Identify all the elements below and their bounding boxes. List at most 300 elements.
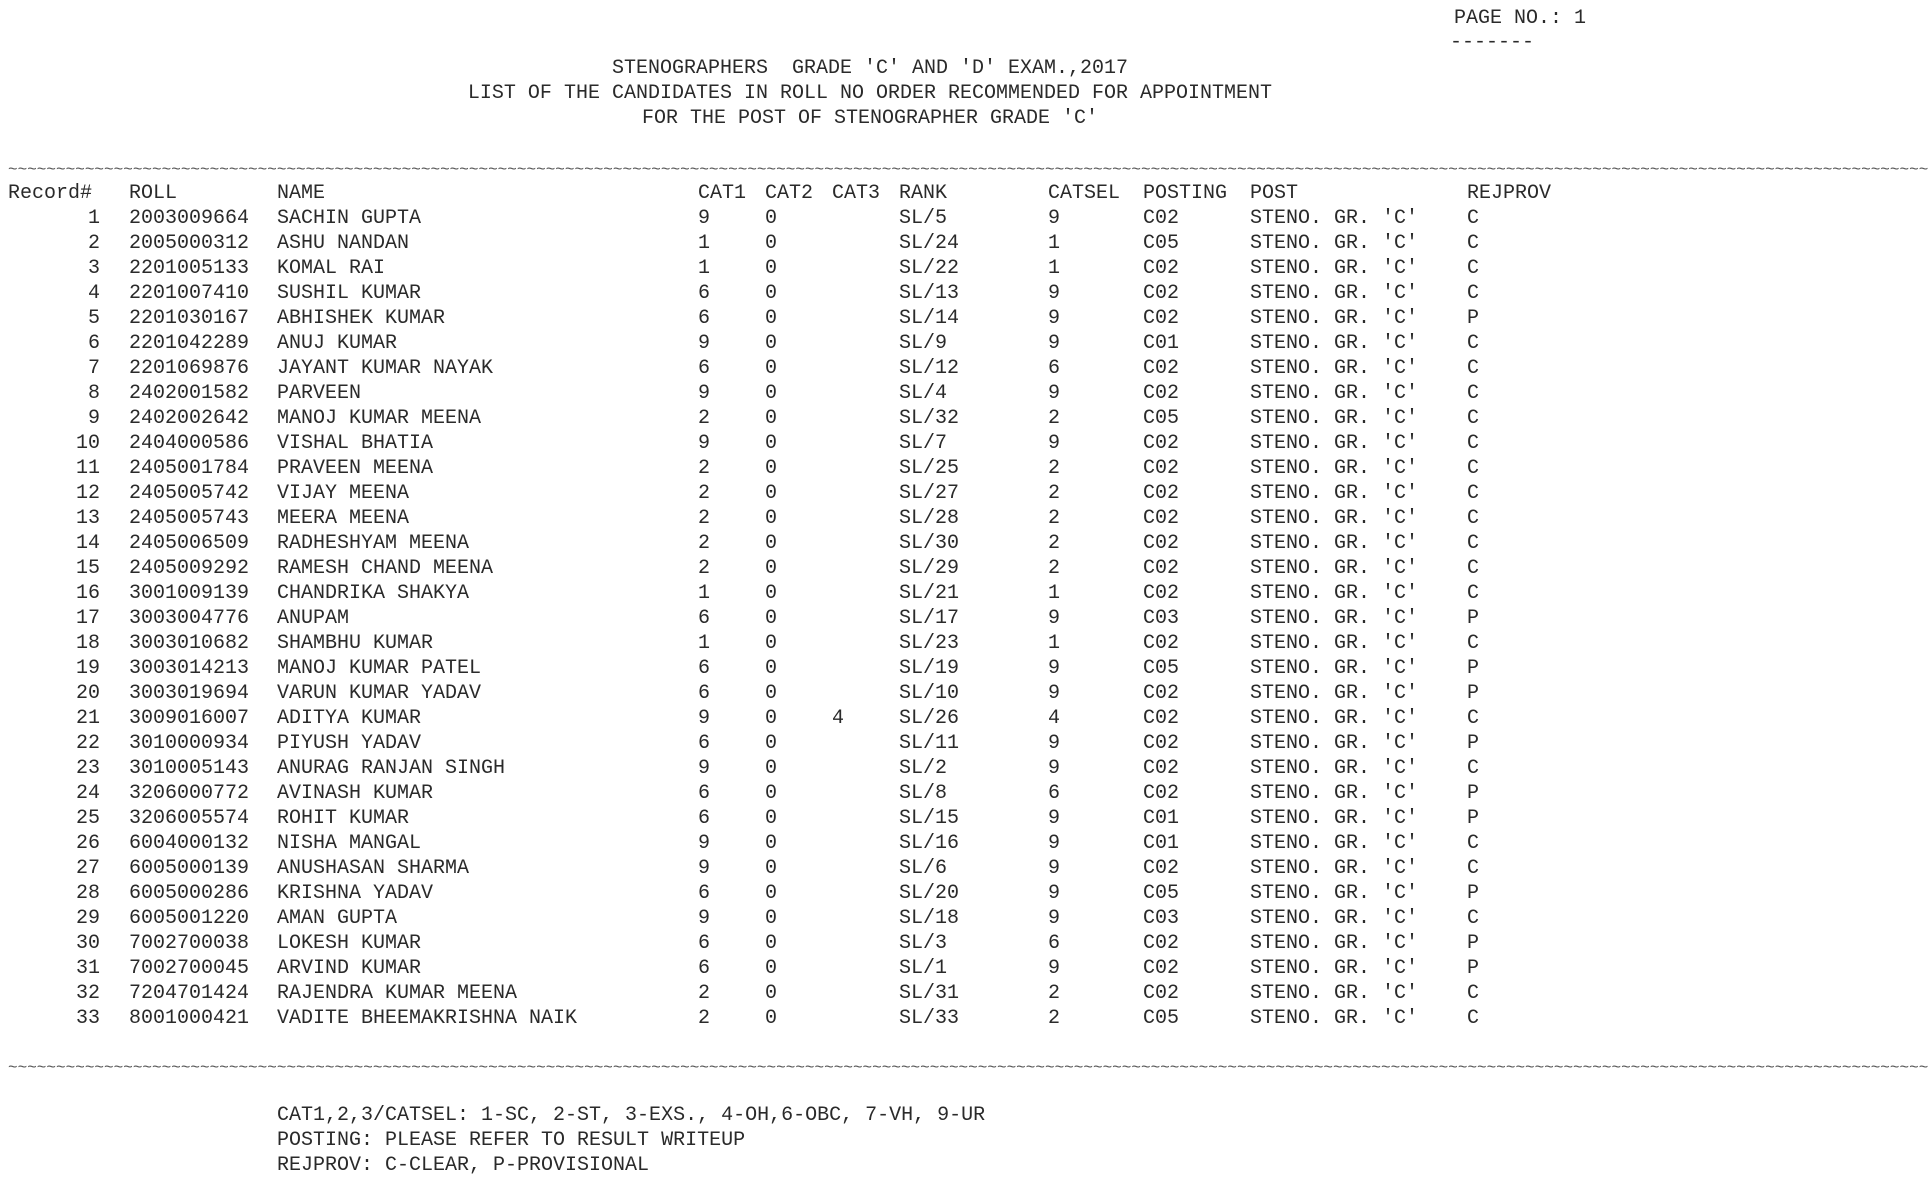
cell-roll: 2201030167 bbox=[129, 307, 250, 330]
table-row bbox=[0, 456, 1600, 481]
cell-roll: 7204701424 bbox=[129, 982, 250, 1005]
cell-cat2: 0 bbox=[765, 532, 778, 555]
cell-rejprov: C bbox=[1467, 282, 1480, 305]
cell-name: VADITE BHEEMAKRISHNA NAIK bbox=[277, 1007, 578, 1030]
cell-roll: 7002700038 bbox=[129, 932, 250, 955]
cell-name: KRISHNA YADAV bbox=[277, 882, 434, 905]
cell-record: 32 bbox=[75, 982, 100, 1005]
table-row bbox=[0, 331, 1600, 356]
cell-record: 27 bbox=[75, 857, 100, 880]
cell-roll: 2405009292 bbox=[129, 557, 250, 580]
cell-cat1: 6 bbox=[698, 782, 711, 805]
cell-name: ANURAG RANJAN SINGH bbox=[277, 757, 506, 780]
table-row bbox=[0, 356, 1600, 381]
cell-catsel: 2 bbox=[1048, 507, 1061, 530]
table-row bbox=[0, 306, 1600, 331]
cell-rank: SL/17 bbox=[899, 607, 960, 630]
cell-posting: C02 bbox=[1143, 382, 1180, 405]
cell-cat1: 9 bbox=[698, 332, 711, 355]
header-record: Record# bbox=[8, 182, 93, 205]
cell-rejprov: C bbox=[1467, 207, 1480, 230]
cell-name: LOKESH KUMAR bbox=[277, 932, 422, 955]
cell-record: 14 bbox=[75, 532, 100, 555]
cell-cat2: 0 bbox=[765, 907, 778, 930]
table-row bbox=[0, 606, 1600, 631]
table-row bbox=[0, 631, 1600, 656]
cell-cat1: 2 bbox=[698, 982, 711, 1005]
cell-rank: SL/29 bbox=[899, 557, 960, 580]
cell-posting: C05 bbox=[1143, 407, 1180, 430]
cell-name: KOMAL RAI bbox=[277, 257, 386, 280]
cell-posting: C02 bbox=[1143, 482, 1180, 505]
cell-rank: SL/23 bbox=[899, 632, 960, 655]
cell-catsel: 9 bbox=[1048, 307, 1061, 330]
header-roll: ROLL bbox=[129, 182, 178, 205]
cell-rank: SL/2 bbox=[899, 757, 948, 780]
cell-roll: 3003014213 bbox=[129, 657, 250, 680]
table-row bbox=[0, 231, 1600, 256]
cell-rank: SL/1 bbox=[899, 957, 948, 980]
cell-cat1: 6 bbox=[698, 732, 711, 755]
cell-posting: C02 bbox=[1143, 982, 1180, 1005]
cell-cat1: 9 bbox=[698, 382, 711, 405]
header-rejprov: REJPROV bbox=[1467, 182, 1552, 205]
cell-roll: 3003019694 bbox=[129, 682, 250, 705]
cell-roll: 2402001582 bbox=[129, 382, 250, 405]
cell-cat2: 0 bbox=[765, 982, 778, 1005]
table-row bbox=[0, 906, 1600, 931]
cell-rank: SL/25 bbox=[899, 457, 960, 480]
cell-rejprov: P bbox=[1467, 607, 1480, 630]
cell-post: STENO. GR. 'C' bbox=[1250, 432, 1419, 455]
cell-post: STENO. GR. 'C' bbox=[1250, 732, 1419, 755]
header-cat1: CAT1 bbox=[698, 182, 747, 205]
cell-record: 3 bbox=[87, 257, 100, 280]
cell-name: PIYUSH YADAV bbox=[277, 732, 422, 755]
cell-cat2: 0 bbox=[765, 857, 778, 880]
table-row bbox=[0, 556, 1600, 581]
table-row bbox=[0, 256, 1600, 281]
cell-rejprov: P bbox=[1467, 807, 1480, 830]
cell-rank: SL/26 bbox=[899, 707, 960, 730]
cell-rejprov: C bbox=[1467, 632, 1480, 655]
cell-catsel: 9 bbox=[1048, 757, 1061, 780]
table-row bbox=[0, 756, 1600, 781]
cell-posting: C02 bbox=[1143, 782, 1180, 805]
cell-rank: SL/16 bbox=[899, 832, 960, 855]
cell-catsel: 9 bbox=[1048, 957, 1061, 980]
cell-rank: SL/7 bbox=[899, 432, 948, 455]
cell-post: STENO. GR. 'C' bbox=[1250, 1007, 1419, 1030]
table-row bbox=[0, 531, 1600, 556]
cell-rejprov: C bbox=[1467, 1007, 1480, 1030]
cell-record: 18 bbox=[75, 632, 100, 655]
cell-post: STENO. GR. 'C' bbox=[1250, 907, 1419, 930]
cell-record: 19 bbox=[75, 657, 100, 680]
table-row bbox=[0, 831, 1600, 856]
table-header bbox=[0, 181, 1600, 206]
cell-rank: SL/6 bbox=[899, 857, 948, 880]
cell-catsel: 1 bbox=[1048, 632, 1061, 655]
cell-cat1: 6 bbox=[698, 357, 711, 380]
cell-cat2: 0 bbox=[765, 582, 778, 605]
cell-rank: SL/9 bbox=[899, 332, 948, 355]
cell-post: STENO. GR. 'C' bbox=[1250, 507, 1419, 530]
cell-roll: 2404000586 bbox=[129, 432, 250, 455]
cell-post: STENO. GR. 'C' bbox=[1250, 957, 1419, 980]
cell-rank: SL/28 bbox=[899, 507, 960, 530]
cell-roll: 3003010682 bbox=[129, 632, 250, 655]
cell-catsel: 4 bbox=[1048, 707, 1061, 730]
cell-record: 4 bbox=[87, 282, 100, 305]
top-divider: ~~~~~~~~~~~~~~~~~~~~~~~~~~~~~~~~~~~~~~~~~~~~~~~~~~~~~~~~~~~~~~~~~~~~~~~~~~~~~~~~~~~~~~~~~~~~~~~~~~~~~~~~~~~~~~~~~~~~~~~~~~~~~~~~~~~~~~~~~~~~~~~~~~~~~~~~~~~~~~~~~~~~~~~~~~~~~~~~~~~~~~~~~~~~~~~~~~~~~~~~ bbox=[8, 161, 1928, 179]
cell-catsel: 9 bbox=[1048, 332, 1061, 355]
cell-roll: 2201042289 bbox=[129, 332, 250, 355]
cell-name: MEERA MEENA bbox=[277, 507, 410, 530]
cell-rank: SL/24 bbox=[899, 232, 960, 255]
cell-rejprov: C bbox=[1467, 457, 1480, 480]
cell-cat1: 9 bbox=[698, 832, 711, 855]
cell-cat3: 4 bbox=[832, 707, 845, 730]
cell-record: 6 bbox=[87, 332, 100, 355]
cell-cat2: 0 bbox=[765, 882, 778, 905]
cell-rank: SL/27 bbox=[899, 482, 960, 505]
footnote-rejprov-legend: REJPROV: C-CLEAR, P-PROVISIONAL bbox=[277, 1154, 650, 1177]
cell-rejprov: P bbox=[1467, 657, 1480, 680]
cell-roll: 2005000312 bbox=[129, 232, 250, 255]
cell-record: 20 bbox=[75, 682, 100, 705]
cell-catsel: 9 bbox=[1048, 282, 1061, 305]
cell-rank: SL/4 bbox=[899, 382, 948, 405]
cell-roll: 3206000772 bbox=[129, 782, 250, 805]
cell-posting: C02 bbox=[1143, 357, 1180, 380]
table-row bbox=[0, 281, 1600, 306]
cell-catsel: 1 bbox=[1048, 232, 1061, 255]
cell-posting: C02 bbox=[1143, 282, 1180, 305]
cell-cat1: 1 bbox=[698, 632, 711, 655]
cell-post: STENO. GR. 'C' bbox=[1250, 257, 1419, 280]
cell-post: STENO. GR. 'C' bbox=[1250, 757, 1419, 780]
cell-name: RADHESHYAM MEENA bbox=[277, 532, 470, 555]
cell-cat1: 6 bbox=[698, 807, 711, 830]
cell-record: 13 bbox=[75, 507, 100, 530]
cell-record: 8 bbox=[87, 382, 100, 405]
cell-rank: SL/15 bbox=[899, 807, 960, 830]
cell-cat2: 0 bbox=[765, 482, 778, 505]
cell-record: 30 bbox=[75, 932, 100, 955]
cell-name: ROHIT KUMAR bbox=[277, 807, 410, 830]
cell-name: VARUN KUMAR YADAV bbox=[277, 682, 482, 705]
cell-cat2: 0 bbox=[765, 1007, 778, 1030]
cell-rejprov: P bbox=[1467, 307, 1480, 330]
cell-rejprov: C bbox=[1467, 482, 1480, 505]
cell-cat2: 0 bbox=[765, 732, 778, 755]
cell-rank: SL/12 bbox=[899, 357, 960, 380]
table-row bbox=[0, 381, 1600, 406]
cell-cat2: 0 bbox=[765, 782, 778, 805]
cell-catsel: 1 bbox=[1048, 582, 1061, 605]
cell-record: 31 bbox=[75, 957, 100, 980]
cell-cat1: 6 bbox=[698, 282, 711, 305]
cell-post: STENO. GR. 'C' bbox=[1250, 857, 1419, 880]
table-row bbox=[0, 931, 1600, 956]
cell-roll: 6005000139 bbox=[129, 857, 250, 880]
cell-rejprov: P bbox=[1467, 732, 1480, 755]
cell-cat1: 6 bbox=[698, 682, 711, 705]
cell-roll: 3010005143 bbox=[129, 757, 250, 780]
cell-record: 1 bbox=[87, 207, 100, 230]
cell-posting: C02 bbox=[1143, 307, 1180, 330]
cell-name: JAYANT KUMAR NAYAK bbox=[277, 357, 494, 380]
cell-catsel: 9 bbox=[1048, 832, 1061, 855]
cell-name: PARVEEN bbox=[277, 382, 362, 405]
cell-cat2: 0 bbox=[765, 557, 778, 580]
cell-posting: C05 bbox=[1143, 1007, 1180, 1030]
cell-rank: SL/14 bbox=[899, 307, 960, 330]
cell-name: ARVIND KUMAR bbox=[277, 957, 422, 980]
cell-post: STENO. GR. 'C' bbox=[1250, 232, 1419, 255]
list-title: LIST OF THE CANDIDATES IN ROLL NO ORDER RECOMMENDED FOR APPOINTMENT bbox=[467, 82, 1273, 105]
cell-record: 22 bbox=[75, 732, 100, 755]
cell-catsel: 2 bbox=[1048, 982, 1061, 1005]
cell-cat2: 0 bbox=[765, 632, 778, 655]
cell-posting: C02 bbox=[1143, 432, 1180, 455]
cell-rejprov: C bbox=[1467, 557, 1480, 580]
cell-record: 9 bbox=[87, 407, 100, 430]
header-rank: RANK bbox=[899, 182, 948, 205]
cell-cat1: 9 bbox=[698, 707, 711, 730]
cell-posting: C02 bbox=[1143, 507, 1180, 530]
cell-roll: 2402002642 bbox=[129, 407, 250, 430]
cell-catsel: 2 bbox=[1048, 557, 1061, 580]
table-row bbox=[0, 956, 1600, 981]
cell-cat2: 0 bbox=[765, 682, 778, 705]
cell-record: 11 bbox=[75, 457, 100, 480]
cell-roll: 3003004776 bbox=[129, 607, 250, 630]
cell-cat1: 2 bbox=[698, 482, 711, 505]
cell-post: STENO. GR. 'C' bbox=[1250, 332, 1419, 355]
cell-cat1: 9 bbox=[698, 207, 711, 230]
cell-name: ADITYA KUMAR bbox=[277, 707, 422, 730]
cell-catsel: 9 bbox=[1048, 857, 1061, 880]
cell-rank: SL/8 bbox=[899, 782, 948, 805]
footnote-category-legend: CAT1,2,3/CATSEL: 1-SC, 2-ST, 3-EXS., 4-OH,6-OBC, 7-VH, 9-UR bbox=[277, 1104, 986, 1127]
cell-rank: SL/19 bbox=[899, 657, 960, 680]
cell-cat1: 9 bbox=[698, 757, 711, 780]
cell-post: STENO. GR. 'C' bbox=[1250, 357, 1419, 380]
cell-rejprov: C bbox=[1467, 982, 1480, 1005]
header-cat3: CAT3 bbox=[832, 182, 881, 205]
cell-posting: C02 bbox=[1143, 207, 1180, 230]
header-catsel: CATSEL bbox=[1048, 182, 1121, 205]
cell-post: STENO. GR. 'C' bbox=[1250, 557, 1419, 580]
cell-roll: 7002700045 bbox=[129, 957, 250, 980]
cell-cat1: 2 bbox=[698, 507, 711, 530]
cell-post: STENO. GR. 'C' bbox=[1250, 807, 1419, 830]
cell-catsel: 9 bbox=[1048, 732, 1061, 755]
cell-rejprov: C bbox=[1467, 907, 1480, 930]
table-row bbox=[0, 431, 1600, 456]
table-row bbox=[0, 506, 1600, 531]
cell-catsel: 1 bbox=[1048, 257, 1061, 280]
table-row bbox=[0, 856, 1600, 881]
cell-posting: C02 bbox=[1143, 707, 1180, 730]
cell-post: STENO. GR. 'C' bbox=[1250, 682, 1419, 705]
cell-name: SACHIN GUPTA bbox=[277, 207, 422, 230]
cell-record: 25 bbox=[75, 807, 100, 830]
cell-name: ANUJ KUMAR bbox=[277, 332, 398, 355]
cell-catsel: 9 bbox=[1048, 657, 1061, 680]
cell-roll: 3010000934 bbox=[129, 732, 250, 755]
cell-rejprov: C bbox=[1467, 582, 1480, 605]
cell-roll: 2201069876 bbox=[129, 357, 250, 380]
cell-cat2: 0 bbox=[765, 807, 778, 830]
cell-roll: 2405005743 bbox=[129, 507, 250, 530]
header-cat2: CAT2 bbox=[765, 182, 814, 205]
cell-name: ASHU NANDAN bbox=[277, 232, 410, 255]
cell-roll: 3009016007 bbox=[129, 707, 250, 730]
cell-post: STENO. GR. 'C' bbox=[1250, 482, 1419, 505]
cell-record: 24 bbox=[75, 782, 100, 805]
cell-post: STENO. GR. 'C' bbox=[1250, 282, 1419, 305]
cell-catsel: 2 bbox=[1048, 1007, 1061, 1030]
cell-posting: C02 bbox=[1143, 682, 1180, 705]
cell-post: STENO. GR. 'C' bbox=[1250, 532, 1419, 555]
table-row bbox=[0, 806, 1600, 831]
cell-post: STENO. GR. 'C' bbox=[1250, 882, 1419, 905]
cell-posting: C02 bbox=[1143, 732, 1180, 755]
cell-rank: SL/10 bbox=[899, 682, 960, 705]
cell-cat1: 2 bbox=[698, 407, 711, 430]
cell-name: PRAVEEN MEENA bbox=[277, 457, 434, 480]
cell-post: STENO. GR. 'C' bbox=[1250, 982, 1419, 1005]
cell-cat1: 2 bbox=[698, 557, 711, 580]
cell-record: 28 bbox=[75, 882, 100, 905]
cell-post: STENO. GR. 'C' bbox=[1250, 407, 1419, 430]
cell-post: STENO. GR. 'C' bbox=[1250, 632, 1419, 655]
cell-post: STENO. GR. 'C' bbox=[1250, 382, 1419, 405]
cell-roll: 2405006509 bbox=[129, 532, 250, 555]
table-row bbox=[0, 706, 1600, 731]
cell-name: VISHAL BHATIA bbox=[277, 432, 434, 455]
cell-name: RAMESH CHAND MEENA bbox=[277, 557, 494, 580]
cell-catsel: 9 bbox=[1048, 907, 1061, 930]
cell-cat1: 2 bbox=[698, 1007, 711, 1030]
cell-posting: C02 bbox=[1143, 932, 1180, 955]
cell-post: STENO. GR. 'C' bbox=[1250, 657, 1419, 680]
cell-cat1: 9 bbox=[698, 857, 711, 880]
cell-record: 23 bbox=[75, 757, 100, 780]
table-row bbox=[0, 881, 1600, 906]
cell-cat1: 6 bbox=[698, 932, 711, 955]
cell-rejprov: C bbox=[1467, 382, 1480, 405]
cell-cat2: 0 bbox=[765, 707, 778, 730]
cell-posting: C02 bbox=[1143, 457, 1180, 480]
cell-name: SHAMBHU KUMAR bbox=[277, 632, 434, 655]
cell-rank: SL/22 bbox=[899, 257, 960, 280]
cell-cat1: 6 bbox=[698, 607, 711, 630]
cell-posting: C01 bbox=[1143, 807, 1180, 830]
cell-cat1: 1 bbox=[698, 257, 711, 280]
cell-rank: SL/31 bbox=[899, 982, 960, 1005]
cell-record: 10 bbox=[75, 432, 100, 455]
cell-posting: C01 bbox=[1143, 832, 1180, 855]
cell-name: NISHA MANGAL bbox=[277, 832, 422, 855]
cell-cat2: 0 bbox=[765, 832, 778, 855]
cell-cat1: 9 bbox=[698, 907, 711, 930]
cell-post: STENO. GR. 'C' bbox=[1250, 932, 1419, 955]
cell-posting: C05 bbox=[1143, 657, 1180, 680]
cell-post: STENO. GR. 'C' bbox=[1250, 782, 1419, 805]
cell-posting: C02 bbox=[1143, 857, 1180, 880]
cell-posting: C03 bbox=[1143, 907, 1180, 930]
cell-record: 7 bbox=[87, 357, 100, 380]
cell-rejprov: C bbox=[1467, 832, 1480, 855]
cell-catsel: 2 bbox=[1048, 457, 1061, 480]
table-row bbox=[0, 1006, 1600, 1031]
cell-posting: C02 bbox=[1143, 757, 1180, 780]
table-row bbox=[0, 406, 1600, 431]
table-row bbox=[0, 206, 1600, 231]
cell-cat1: 6 bbox=[698, 657, 711, 680]
header-post: POST bbox=[1250, 182, 1299, 205]
cell-rank: SL/13 bbox=[899, 282, 960, 305]
cell-roll: 6005000286 bbox=[129, 882, 250, 905]
cell-cat2: 0 bbox=[765, 282, 778, 305]
exam-title: STENOGRAPHERS GRADE 'C' AND 'D' EXAM.,2017 bbox=[611, 57, 1129, 80]
cell-cat1: 6 bbox=[698, 307, 711, 330]
page-number: PAGE NO.: 1 bbox=[1453, 7, 1586, 30]
cell-rank: SL/32 bbox=[899, 407, 960, 430]
cell-posting: C03 bbox=[1143, 607, 1180, 630]
header-name: NAME bbox=[277, 182, 326, 205]
table-row bbox=[0, 481, 1600, 506]
cell-cat2: 0 bbox=[765, 307, 778, 330]
cell-catsel: 2 bbox=[1048, 532, 1061, 555]
cell-name: VIJAY MEENA bbox=[277, 482, 410, 505]
table-row bbox=[0, 656, 1600, 681]
cell-record: 26 bbox=[75, 832, 100, 855]
cell-record: 2 bbox=[87, 232, 100, 255]
cell-record: 21 bbox=[75, 707, 100, 730]
cell-cat2: 0 bbox=[765, 507, 778, 530]
cell-name: ANUSHASAN SHARMA bbox=[277, 857, 470, 880]
cell-cat2: 0 bbox=[765, 207, 778, 230]
cell-posting: C01 bbox=[1143, 332, 1180, 355]
cell-roll: 2003009664 bbox=[129, 207, 250, 230]
cell-name: AVINASH KUMAR bbox=[277, 782, 434, 805]
bottom-divider: ~~~~~~~~~~~~~~~~~~~~~~~~~~~~~~~~~~~~~~~~~~~~~~~~~~~~~~~~~~~~~~~~~~~~~~~~~~~~~~~~~~~~~~~~~~~~~~~~~~~~~~~~~~~~~~~~~~~~~~~~~~~~~~~~~~~~~~~~~~~~~~~~~~~~~~~~~~~~~~~~~~~~~~~~~~~~~~~~~~~~~~~~~~~~~~~~~~~~~~~~ bbox=[8, 1059, 1928, 1077]
cell-cat2: 0 bbox=[765, 232, 778, 255]
cell-cat2: 0 bbox=[765, 382, 778, 405]
cell-name: ABHISHEK KUMAR bbox=[277, 307, 446, 330]
cell-posting: C02 bbox=[1143, 582, 1180, 605]
cell-catsel: 9 bbox=[1048, 807, 1061, 830]
cell-rejprov: P bbox=[1467, 682, 1480, 705]
cell-name: RAJENDRA KUMAR MEENA bbox=[277, 982, 518, 1005]
cell-roll: 8001000421 bbox=[129, 1007, 250, 1030]
table-row bbox=[0, 681, 1600, 706]
cell-name: CHANDRIKA SHAKYA bbox=[277, 582, 470, 605]
cell-rank: SL/3 bbox=[899, 932, 948, 955]
cell-cat2: 0 bbox=[765, 332, 778, 355]
cell-record: 17 bbox=[75, 607, 100, 630]
footnote-posting-legend: POSTING: PLEASE REFER TO RESULT WRITEUP bbox=[277, 1129, 746, 1152]
cell-rank: SL/30 bbox=[899, 532, 960, 555]
cell-catsel: 6 bbox=[1048, 932, 1061, 955]
cell-record: 29 bbox=[75, 907, 100, 930]
cell-rejprov: P bbox=[1467, 932, 1480, 955]
